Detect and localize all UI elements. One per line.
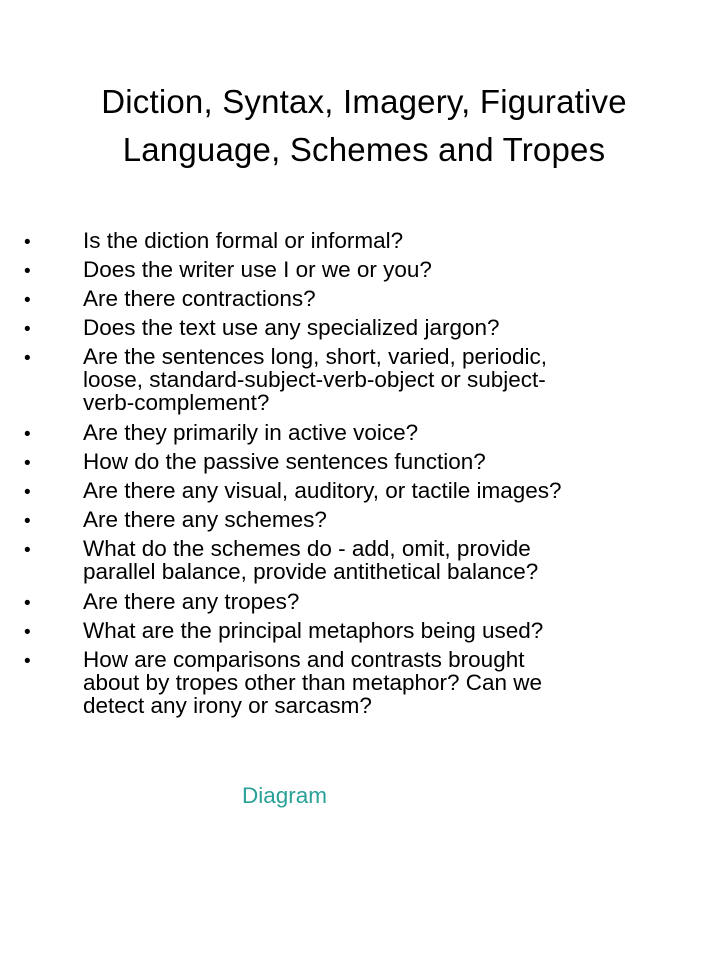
bullet-text: Does the writer use I or we or you? bbox=[83, 257, 432, 282]
bullet-text: What are the principal metaphors being used? bbox=[83, 618, 544, 643]
list-item bbox=[24, 229, 714, 252]
page-title bbox=[40, 78, 688, 174]
bullet-icon: • bbox=[24, 319, 31, 340]
bullet-icon: • bbox=[24, 453, 31, 474]
bullet-icon: • bbox=[24, 593, 31, 614]
bullet-icon: • bbox=[24, 511, 31, 532]
list-item bbox=[24, 590, 714, 613]
bullet-text: about by tropes other than metaphor? Can we bbox=[83, 670, 543, 695]
bullet-icon: • bbox=[24, 348, 31, 369]
list-item bbox=[24, 316, 714, 339]
bullet-text: verb-complement? bbox=[83, 390, 270, 415]
list-item bbox=[24, 345, 714, 414]
bullet-text: Is the diction formal or informal? bbox=[83, 228, 404, 253]
bullet-text: loose, standard-subject-verb-object or subject- bbox=[83, 367, 546, 392]
list-item bbox=[24, 258, 714, 281]
bullet-icon: • bbox=[24, 290, 31, 311]
bullet-icon: • bbox=[24, 424, 31, 445]
bullet-text: Does the text use any specialized jargon? bbox=[83, 315, 500, 340]
bullet-text: parallel balance, provide antithetical balance? bbox=[83, 559, 539, 584]
list-item bbox=[24, 287, 714, 310]
list-item bbox=[24, 508, 714, 531]
bullet-icon: • bbox=[24, 482, 31, 503]
bullet-icon: • bbox=[24, 232, 31, 253]
list-item bbox=[24, 537, 714, 583]
bullet-text: Are the sentences long, short, varied, periodic, bbox=[83, 344, 548, 369]
bullet-text: detect any irony or sarcasm? bbox=[83, 693, 372, 718]
bullet-text: Are there any tropes? bbox=[83, 589, 300, 614]
bullet-text: How are comparisons and contrasts brought bbox=[83, 647, 525, 672]
list-item bbox=[24, 421, 714, 444]
list-item bbox=[24, 619, 714, 642]
diagram-link[interactable]: Diagram bbox=[242, 783, 328, 808]
bullet-icon: • bbox=[24, 540, 31, 561]
bullet-text: How do the passive sentences function? bbox=[83, 449, 486, 474]
bullet-text: Are there any schemes? bbox=[83, 507, 327, 532]
list-item bbox=[24, 479, 714, 502]
title-line-2: Language, Schemes and Tropes bbox=[122, 131, 606, 168]
bullet-list bbox=[24, 229, 714, 724]
bullet-text: Are there any visual, auditory, or tactile images? bbox=[83, 478, 562, 503]
bullet-icon: • bbox=[24, 651, 31, 672]
list-item bbox=[24, 648, 714, 717]
bullet-text: Are they primarily in active voice? bbox=[83, 420, 419, 445]
list-item bbox=[24, 450, 714, 473]
bullet-text: Are there contractions? bbox=[83, 286, 316, 311]
title-line-1: Diction, Syntax, Imagery, Figurative bbox=[101, 83, 627, 120]
bullet-icon: • bbox=[24, 261, 31, 282]
bullet-icon: • bbox=[24, 622, 31, 643]
bullet-text: What do the schemes do - add, omit, provide bbox=[83, 536, 531, 561]
